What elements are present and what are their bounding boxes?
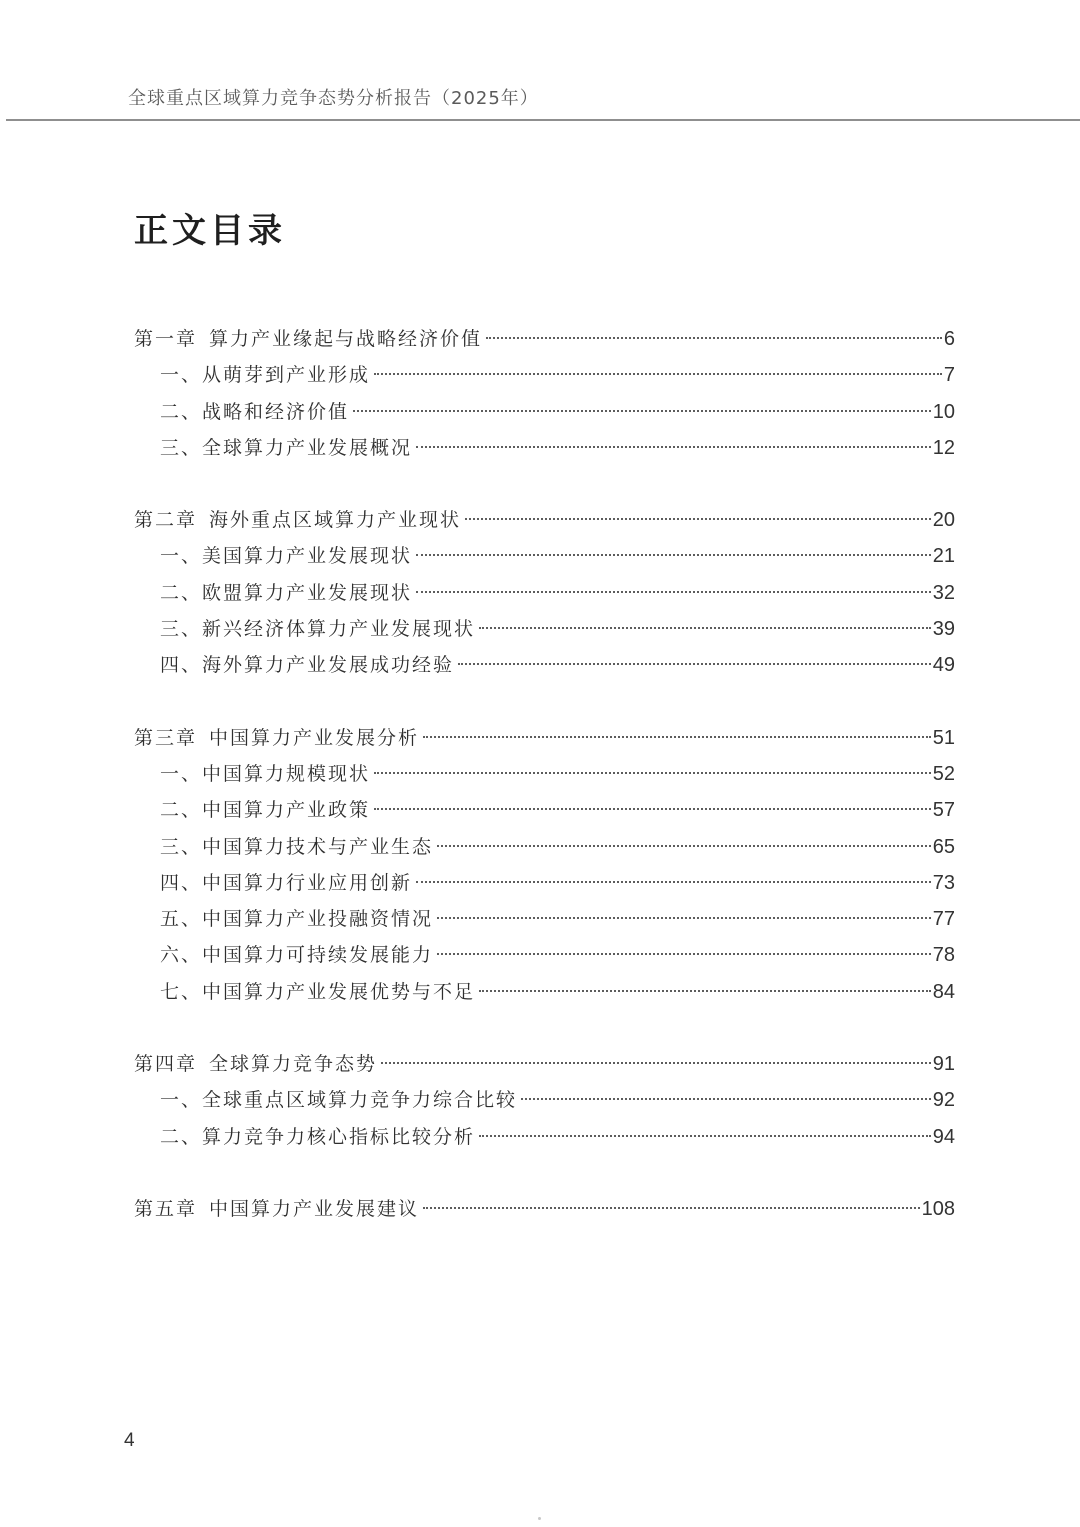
page-ref: 39 bbox=[932, 618, 955, 641]
dot-leader bbox=[458, 663, 931, 665]
dot-leader bbox=[374, 808, 931, 810]
toc-chapter-5 bbox=[134, 1191, 955, 1227]
toc-chapter-3 bbox=[134, 720, 955, 1010]
section-label: 一、全球重点区域算力竞争力综合比较 bbox=[160, 1089, 518, 1112]
dot-leader bbox=[381, 1062, 931, 1064]
page-ref: 10 bbox=[932, 400, 955, 423]
toc-entry-section[interactable] bbox=[134, 937, 955, 973]
section-label: 二、战略和经济价值 bbox=[160, 400, 350, 423]
dot-leader bbox=[521, 1098, 931, 1100]
section-label: 二、欧盟算力产业发展现状 bbox=[160, 581, 413, 604]
toc-entry-section[interactable] bbox=[134, 756, 955, 792]
toc-chapter-2 bbox=[134, 502, 955, 683]
footer-dot bbox=[538, 1517, 541, 1520]
section-label: 三、全球算力产业发展概况 bbox=[160, 436, 413, 459]
chapter-title: 算力产业缘起与战略经济价值 bbox=[209, 328, 483, 350]
page-ref: 52 bbox=[932, 762, 955, 785]
toc-entry-section[interactable] bbox=[134, 430, 955, 466]
chapter-number: 第一章 bbox=[134, 328, 198, 350]
toc-entry-chapter[interactable] bbox=[134, 502, 955, 538]
section-label: 一、中国算力规模现状 bbox=[160, 762, 371, 785]
page-ref: 65 bbox=[932, 835, 955, 858]
toc-entry-section[interactable] bbox=[134, 575, 955, 611]
header-rule bbox=[6, 119, 1080, 121]
section-label: 五、中国算力产业投融资情况 bbox=[160, 908, 434, 931]
page-ref: 12 bbox=[932, 436, 955, 459]
page-ref: 73 bbox=[932, 871, 955, 894]
page-ref: 21 bbox=[932, 545, 955, 568]
page-ref: 108 bbox=[921, 1197, 955, 1220]
dot-leader bbox=[437, 845, 931, 847]
section-label: 三、中国算力技术与产业生态 bbox=[160, 835, 434, 858]
dot-leader bbox=[423, 736, 931, 738]
section-label: 二、算力竞争力核心指标比较分析 bbox=[160, 1125, 476, 1148]
running-header-title: 全球重点区域算力竞争态势分析报告（2025年） bbox=[128, 88, 539, 109]
section-label: 四、中国算力行业应用创新 bbox=[160, 871, 413, 894]
dot-leader bbox=[479, 990, 931, 992]
page-ref: 51 bbox=[932, 726, 955, 749]
chapter-title: 海外重点区域算力产业现状 bbox=[209, 509, 462, 532]
chapter-label bbox=[134, 720, 419, 756]
page-ref: 91 bbox=[932, 1053, 955, 1076]
toc-entry-section[interactable] bbox=[134, 357, 955, 393]
section-label: 一、从萌芽到产业形成 bbox=[160, 364, 371, 387]
dot-leader bbox=[437, 917, 931, 919]
chapter-number: 第三章 bbox=[134, 726, 198, 749]
toc-entry-chapter[interactable] bbox=[134, 720, 955, 756]
section-label: 一、美国算力产业发展现状 bbox=[160, 545, 413, 568]
chapter-label bbox=[134, 321, 482, 357]
chapter-title: 中国算力产业发展分析 bbox=[209, 726, 420, 749]
dot-leader bbox=[465, 518, 931, 520]
section-label: 三、新兴经济体算力产业发展现状 bbox=[160, 618, 476, 641]
toc-entry-chapter[interactable] bbox=[134, 321, 955, 357]
dot-leader bbox=[479, 627, 931, 629]
page-ref: 78 bbox=[932, 944, 955, 967]
dot-leader bbox=[374, 772, 931, 774]
dot-leader bbox=[479, 1135, 931, 1137]
chapter-number: 第四章 bbox=[134, 1053, 198, 1076]
page-ref: 57 bbox=[932, 799, 955, 822]
toc-entry-section[interactable] bbox=[134, 1119, 955, 1155]
section-label: 六、中国算力可持续发展能力 bbox=[160, 944, 434, 967]
chapter-number: 第二章 bbox=[134, 509, 198, 532]
section-label: 七、中国算力产业发展优势与不足 bbox=[160, 980, 476, 1003]
toc-entry-section[interactable] bbox=[134, 538, 955, 574]
page-ref: 49 bbox=[932, 654, 955, 677]
dot-leader bbox=[486, 337, 942, 339]
page-ref: 20 bbox=[932, 509, 955, 532]
toc-entry-section[interactable] bbox=[134, 647, 955, 683]
toc-chapter-1 bbox=[134, 321, 955, 466]
chapter-label bbox=[134, 1191, 419, 1227]
dot-leader bbox=[423, 1207, 920, 1209]
toc-entry-section[interactable] bbox=[134, 1082, 955, 1118]
page-number: 4 bbox=[124, 1430, 135, 1451]
section-label: 四、海外算力产业发展成功经验 bbox=[160, 654, 455, 677]
dot-leader bbox=[374, 373, 942, 375]
toc-entry-section[interactable] bbox=[134, 792, 955, 828]
toc-entry-section[interactable] bbox=[134, 974, 955, 1010]
toc-entry-section[interactable] bbox=[134, 865, 955, 901]
page-ref: 6 bbox=[943, 328, 955, 350]
toc-chapter-4 bbox=[134, 1046, 955, 1155]
page-ref: 92 bbox=[932, 1089, 955, 1112]
dot-leader bbox=[353, 410, 931, 412]
chapter-number: 第五章 bbox=[134, 1197, 198, 1220]
dot-leader bbox=[416, 554, 931, 556]
page-ref: 32 bbox=[932, 581, 955, 604]
section-label: 二、中国算力产业政策 bbox=[160, 799, 371, 822]
toc-entry-section[interactable] bbox=[134, 901, 955, 937]
toc-entry-section[interactable] bbox=[134, 611, 955, 647]
dot-leader bbox=[416, 591, 931, 593]
chapter-title: 全球算力竞争态势 bbox=[209, 1053, 378, 1076]
dot-leader bbox=[416, 881, 931, 883]
page-ref: 77 bbox=[932, 908, 955, 931]
toc-title: 正文目录 bbox=[134, 211, 286, 251]
toc-entry-chapter[interactable] bbox=[134, 1046, 955, 1082]
page-ref: 7 bbox=[943, 364, 955, 387]
table-of-contents bbox=[134, 321, 955, 1263]
chapter-label bbox=[134, 1046, 377, 1082]
toc-entry-section[interactable] bbox=[134, 829, 955, 865]
toc-entry-chapter[interactable] bbox=[134, 1191, 955, 1227]
toc-entry-section[interactable] bbox=[134, 394, 955, 430]
page-ref: 84 bbox=[932, 980, 955, 1003]
chapter-title: 中国算力产业发展建议 bbox=[209, 1197, 420, 1220]
chapter-label bbox=[134, 502, 461, 538]
dot-leader bbox=[416, 446, 931, 448]
dot-leader bbox=[437, 953, 931, 955]
page-ref: 94 bbox=[932, 1125, 955, 1148]
